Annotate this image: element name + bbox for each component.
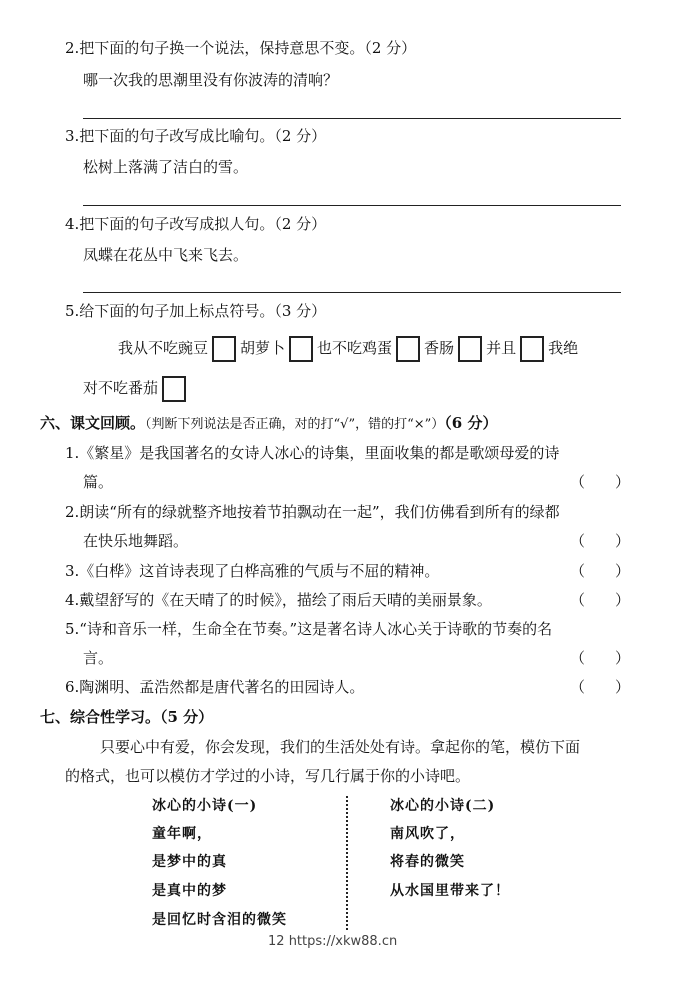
judge-item-5-cont: 言。 bbox=[83, 649, 114, 667]
section-7-para-1: 只要心中有爱，你会发现，我们的生活处处有诗。拿起你的笔，模仿下面 bbox=[100, 738, 581, 756]
judge-answer-5[interactable]: （ ） bbox=[570, 649, 631, 667]
q5-seg-3: 也不吃鸡蛋 bbox=[317, 339, 393, 357]
q5-seg-6: 我绝 bbox=[548, 339, 579, 357]
poem-divider bbox=[346, 796, 348, 930]
judge-item-5: 5.“诗和音乐一样，生命全在节奏。”这是著名诗人冰心关于诗歌的节奏的名 bbox=[65, 620, 553, 638]
judge-item-3: 3.《白桦》这首诗表现了白桦高雅的气质与不屈的精神。 bbox=[65, 562, 440, 580]
judge-answer-4[interactable]: （ ） bbox=[570, 591, 631, 609]
section-6-instruction: （判断下列说法是否正确，对的打“√”，错的打“×”） bbox=[145, 417, 445, 432]
q5-punctuation-row bbox=[118, 335, 578, 362]
q5-box-5[interactable] bbox=[520, 336, 544, 362]
q4-sentence: 凤蝶在花丛中飞来飞去。 bbox=[83, 246, 249, 264]
judge-item-1-cont: 篇。 bbox=[83, 473, 114, 491]
q5-box-4[interactable] bbox=[458, 336, 482, 362]
q5-box-2[interactable] bbox=[289, 336, 313, 362]
q5-box-1[interactable] bbox=[212, 336, 236, 362]
poem-1-title: 冰心的小诗(一) bbox=[152, 798, 258, 814]
poem-1-line-2: 是梦中的真 bbox=[152, 854, 227, 870]
judge-answer-6[interactable]: （ ） bbox=[570, 678, 631, 696]
poem-1-line-3: 是真中的梦 bbox=[152, 883, 227, 899]
q3-answer-line[interactable] bbox=[83, 205, 621, 206]
judge-answer-3[interactable]: （ ） bbox=[570, 562, 631, 580]
q5-seg-5: 并且 bbox=[486, 339, 517, 357]
page-number: 12 bbox=[268, 934, 285, 949]
q3-sentence: 松树上落满了洁白的雪。 bbox=[83, 158, 249, 176]
judge-item-6: 6.陶渊明、孟浩然都是唐代著名的田园诗人。 bbox=[65, 678, 365, 696]
q2-sentence: 哪一次我的思潮里没有你波涛的清响？ bbox=[83, 71, 339, 89]
judge-item-1: 1.《繁星》是我国著名的女诗人冰心的诗集，里面收集的都是歌颂母爱的诗 bbox=[65, 444, 560, 462]
footer-url[interactable]: https://xkw88.cn bbox=[288, 934, 398, 949]
section-7-heading: 七、综合性学习。（5 分） bbox=[40, 708, 214, 726]
page-footer bbox=[268, 934, 397, 949]
q5-box-3[interactable] bbox=[396, 336, 420, 362]
section-6-score: （6 分） bbox=[444, 414, 498, 432]
q5-punctuation-row-2 bbox=[83, 375, 190, 402]
q2-title: 2.把下面的句子换一个说法，保持意思不变。（2 分） bbox=[65, 39, 417, 57]
section-7-para-2: 的格式，也可以模仿才学过的小诗，写几行属于你的小诗吧。 bbox=[65, 767, 471, 785]
q4-title: 4.把下面的句子改写成拟人句。（2 分） bbox=[65, 215, 327, 233]
judge-answer-2[interactable]: （ ） bbox=[570, 532, 631, 550]
judge-answer-1[interactable]: （ ） bbox=[570, 473, 631, 491]
q5-box-6[interactable] bbox=[162, 376, 186, 402]
judge-item-4: 4.戴望舒写的《在天晴了的时候》，描绘了雨后天晴的美丽景象。 bbox=[65, 591, 492, 609]
poem-2-title: 冰心的小诗(二) bbox=[390, 798, 496, 814]
q5-seg-1: 我从不吃豌豆 bbox=[118, 339, 209, 357]
judge-item-2-cont: 在快乐地舞蹈。 bbox=[83, 532, 189, 550]
poem-2-line-2: 将春的微笑 bbox=[390, 854, 465, 870]
q4-answer-line[interactable] bbox=[83, 292, 621, 293]
poem-1-line-4: 是回忆时含泪的微笑 bbox=[152, 912, 287, 928]
section-6-heading: 六、课文回顾。 bbox=[40, 414, 146, 432]
q3-title: 3.把下面的句子改写成比喻句。（2 分） bbox=[65, 127, 327, 145]
section-6-header bbox=[40, 413, 497, 435]
poem-1-line-1: 童年啊， bbox=[152, 826, 212, 842]
q2-answer-line[interactable] bbox=[83, 118, 621, 119]
q5-seg-2: 胡萝卜 bbox=[240, 339, 286, 357]
q5-title: 5.给下面的句子加上标点符号。（3 分） bbox=[65, 302, 327, 320]
q5-line2: 对不吃番茄 bbox=[83, 379, 159, 397]
poem-2-line-3: 从水国里带来了！ bbox=[390, 883, 510, 899]
poem-2-line-1: 南风吹了， bbox=[390, 826, 465, 842]
q5-seg-4: 香肠 bbox=[424, 339, 455, 357]
judge-item-2: 2.朗读“所有的绿就整齐地按着节拍飘动在一起”，我们仿佛看到所有的绿都 bbox=[65, 503, 560, 521]
